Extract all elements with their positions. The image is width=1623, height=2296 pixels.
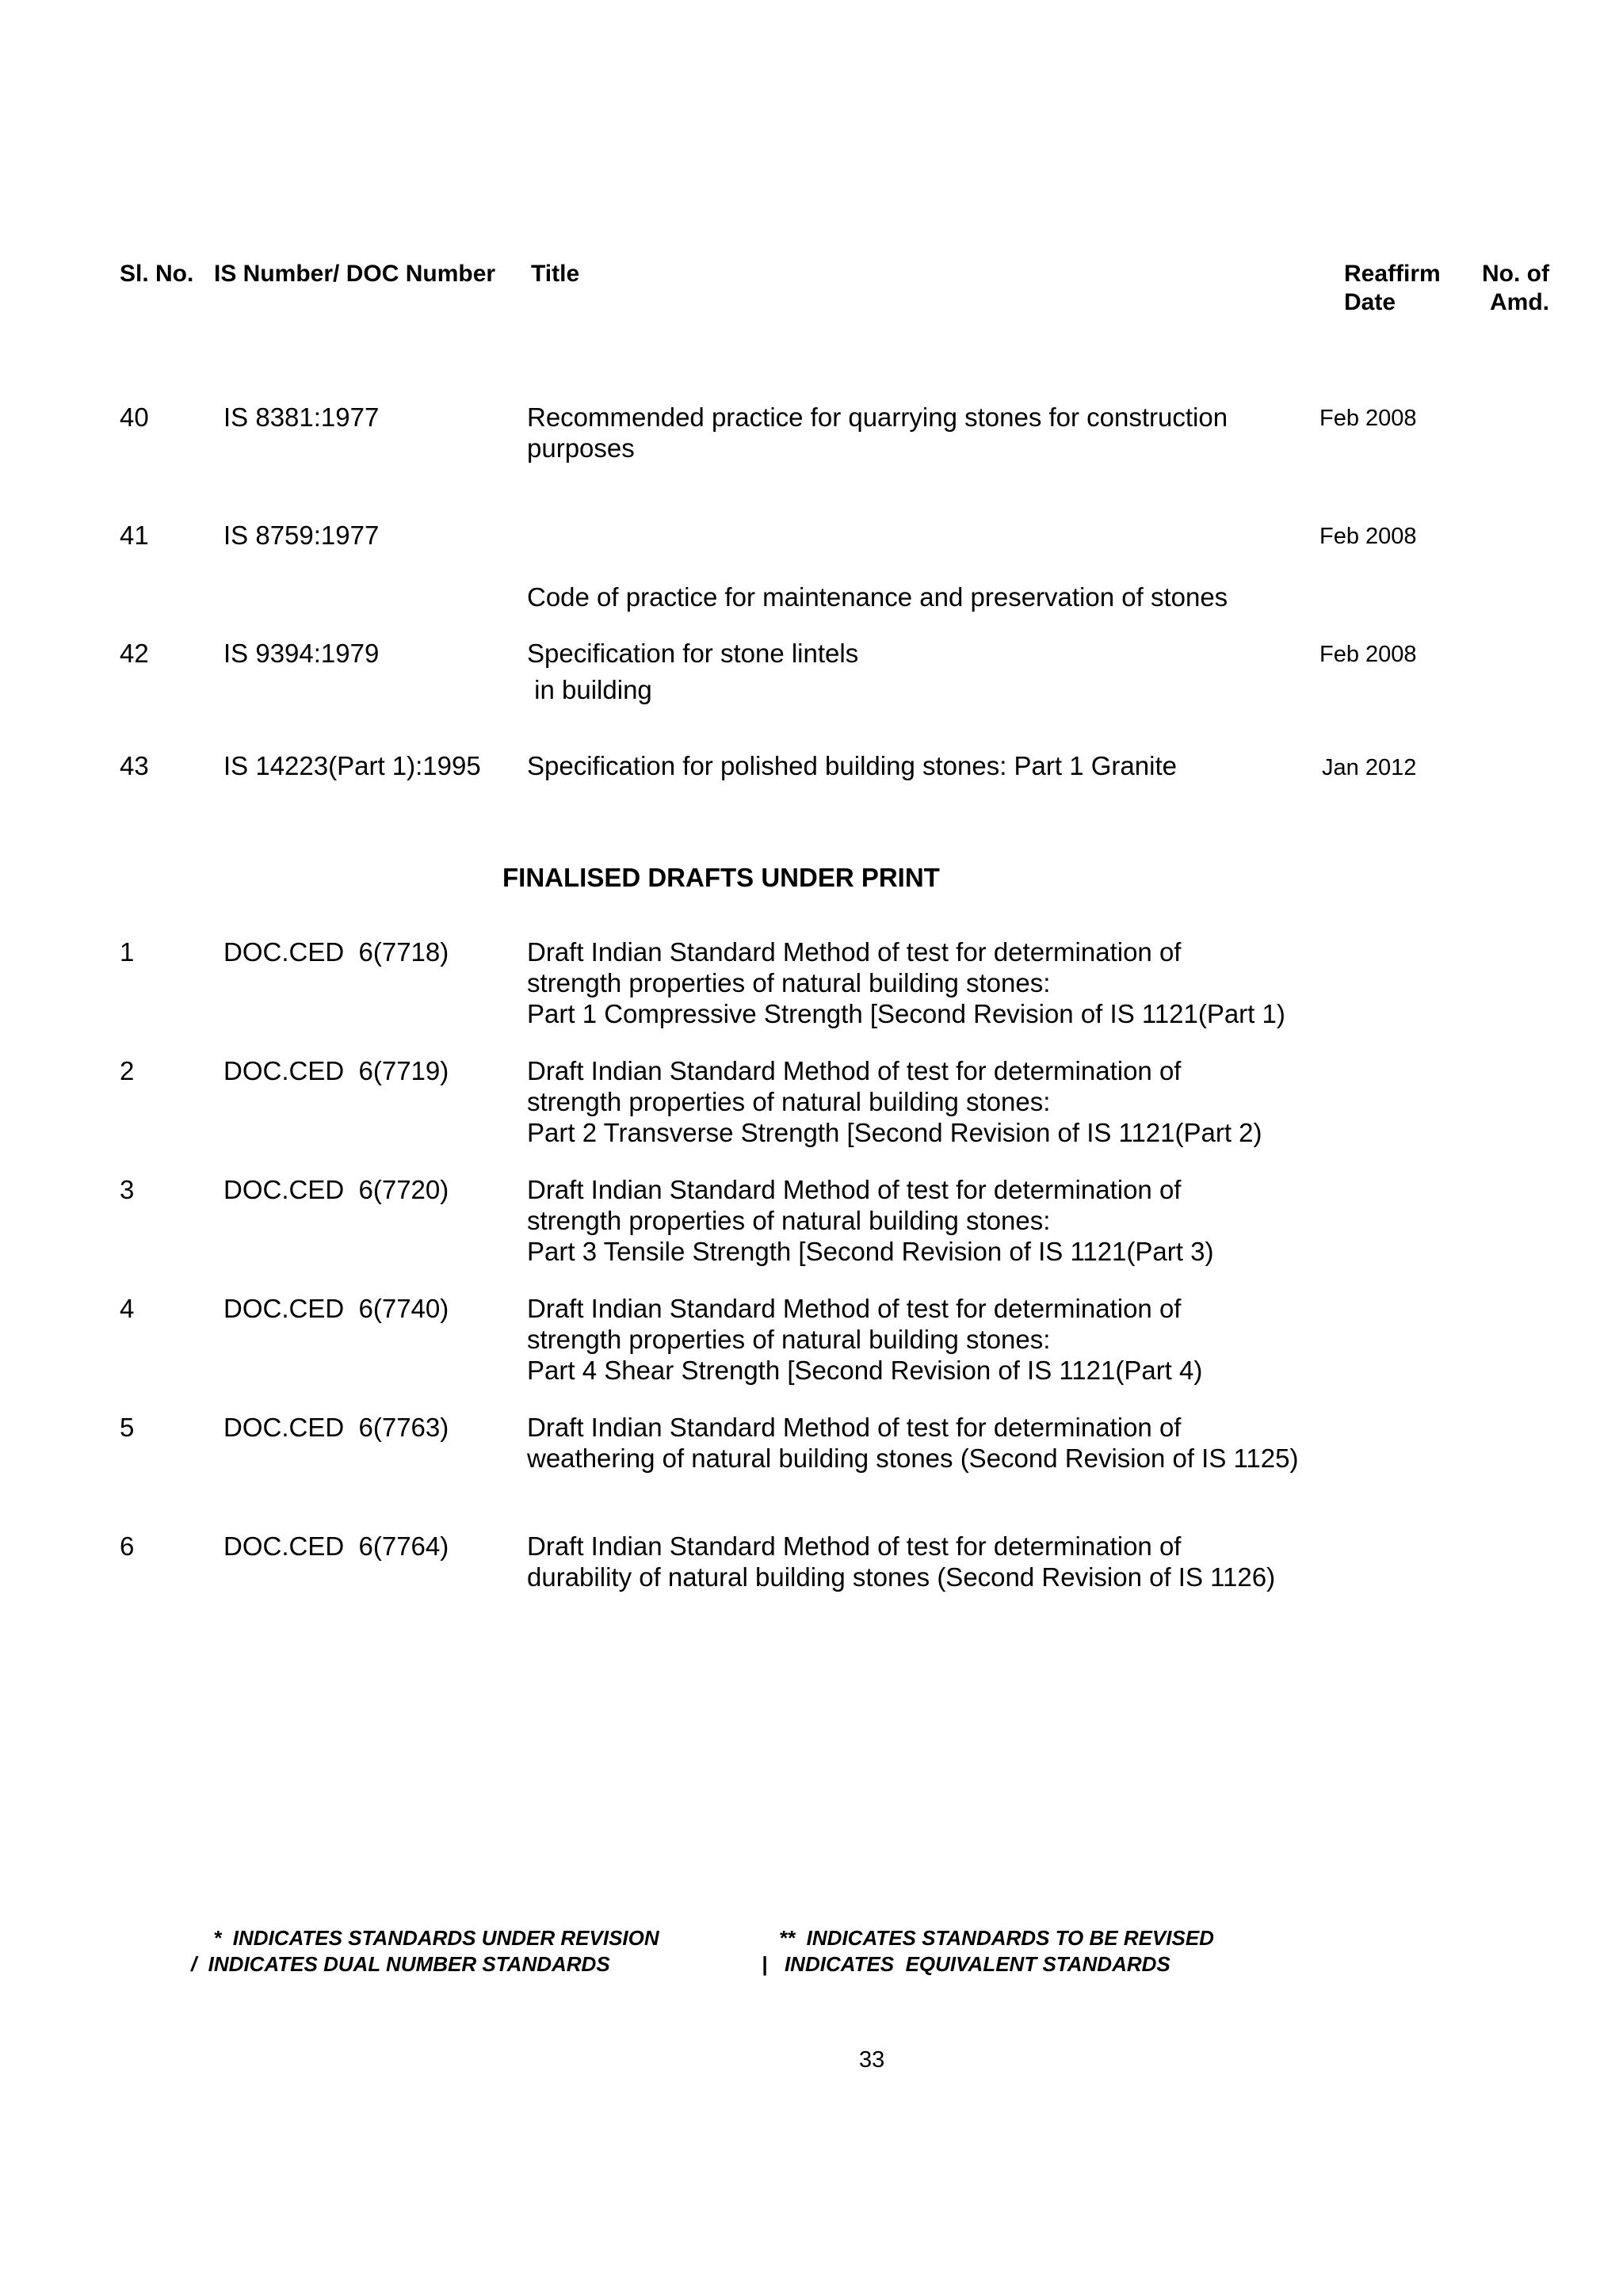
draft-title: [527, 936, 1335, 1029]
draft-number: DOC.CED 6(7720): [223, 1175, 449, 1204]
footer-note-to-be-revised: ** INDICATES STANDARDS TO BE REVISED: [779, 1926, 1214, 1950]
draft-title-line: strength properties of natural building stones:: [527, 1325, 1051, 1354]
row-sl: 42: [120, 639, 149, 668]
row-title: [527, 638, 1335, 669]
header-amd-line1: No. of: [1482, 261, 1549, 287]
row-title-line: Specification for polished building stones: Part 1 Granite: [527, 751, 1177, 780]
draft-title: [527, 1412, 1335, 1474]
header-amd-line2: Amd.: [1489, 289, 1549, 315]
draft-title: [527, 1293, 1335, 1386]
row-title-line: in building: [527, 675, 652, 704]
draft-title-line: Draft Indian Standard Method of test for determination of: [527, 937, 1182, 967]
draft-title-line: strength properties of natural building stones:: [527, 968, 1051, 997]
header-reaffirm-line2: Date: [1344, 289, 1396, 315]
draft-title-line: strength properties of natural building stones:: [527, 1206, 1051, 1235]
draft-sl: 3: [120, 1175, 135, 1204]
footer-note-dual-number: / INDICATES DUAL NUMBER STANDARDS: [191, 1952, 610, 1976]
draft-title-line: weathering of natural building stones (Second Revision of IS 1125): [527, 1444, 1299, 1473]
draft-title-line: durability of natural building stones (Second Revision of IS 1126): [527, 1562, 1276, 1592]
draft-title-line: Part 3 Tensile Strength [Second Revision of IS 1121(Part 3): [527, 1237, 1214, 1266]
row-number: IS 14223(Part 1):1995: [223, 751, 481, 780]
draft-title-line: Draft Indian Standard Method of test for determination of: [527, 1531, 1182, 1561]
draft-title: [527, 1531, 1335, 1592]
draft-sl: 1: [120, 937, 135, 967]
draft-number: DOC.CED 6(7764): [223, 1531, 449, 1561]
draft-title-line: Part 2 Transverse Strength [Second Revision of IS 1121(Part 2): [527, 1118, 1262, 1147]
draft-title-line: Draft Indian Standard Method of test for determination of: [527, 1056, 1182, 1085]
section-title: FINALISED DRAFTS UNDER PRINT: [502, 863, 940, 892]
draft-title-line: strength properties of natural building stones:: [527, 1087, 1051, 1116]
draft-title: [527, 1055, 1335, 1148]
draft-title-line: Draft Indian Standard Method of test for determination of: [527, 1413, 1182, 1442]
draft-sl: 6: [120, 1531, 135, 1561]
row-reaffirm-date: Feb 2008: [1319, 406, 1417, 431]
row-title-line: purposes: [527, 433, 635, 463]
row-number: IS 8381:1977: [223, 402, 380, 432]
footer-note-under-revision: * INDICATES STANDARDS UNDER REVISION: [208, 1926, 659, 1950]
row-sl: 41: [120, 521, 149, 550]
row-title: [527, 402, 1335, 463]
draft-number: DOC.CED 6(7740): [223, 1294, 449, 1323]
header-is-number: IS Number/ DOC Number: [214, 261, 496, 287]
draft-number: DOC.CED 6(7718): [223, 937, 449, 967]
page-number: 33: [859, 2047, 885, 2073]
row-reaffirm-date: Feb 2008: [1319, 642, 1417, 667]
row-title-line: Code of practice for maintenance and preservation of stones: [527, 582, 1228, 612]
row-title-line: Recommended practice for quarrying stones for construction: [527, 402, 1228, 432]
draft-title-line: Part 1 Compressive Strength [Second Revision of IS 1121(Part 1): [527, 999, 1285, 1028]
row-title: [527, 750, 1335, 781]
row-sl: 43: [120, 751, 149, 780]
draft-sl: 4: [120, 1294, 135, 1323]
draft-sl: 5: [120, 1413, 135, 1442]
row-reaffirm-date: Jan 2012: [1322, 755, 1417, 780]
draft-sl: 2: [120, 1056, 135, 1085]
draft-number: DOC.CED 6(7763): [223, 1413, 449, 1442]
row-number: IS 8759:1977: [223, 521, 380, 550]
row-number: IS 9394:1979: [223, 639, 380, 668]
footer-note-equivalent: | INDICATES EQUIVALENT STANDARDS: [762, 1952, 1170, 1976]
header-reaffirm: [1344, 260, 1441, 317]
header-reaffirm-line1: Reaffirm: [1344, 261, 1441, 287]
row-sl: 40: [120, 402, 149, 432]
draft-title: [527, 1174, 1335, 1267]
draft-number: DOC.CED 6(7719): [223, 1056, 449, 1085]
row-title-line: Specification for stone lintels: [527, 639, 859, 668]
header-title: Title: [531, 261, 580, 287]
draft-title-line: Draft Indian Standard Method of test for determination of: [527, 1175, 1182, 1204]
draft-title-line: Part 4 Shear Strength [Second Revision of IS 1121(Part 4): [527, 1356, 1203, 1385]
header-sl-no: Sl. No.: [120, 261, 194, 287]
draft-title-line: Draft Indian Standard Method of test for determination of: [527, 1294, 1182, 1323]
row-reaffirm-date: Feb 2008: [1319, 524, 1417, 549]
header-amd: [1476, 260, 1549, 317]
